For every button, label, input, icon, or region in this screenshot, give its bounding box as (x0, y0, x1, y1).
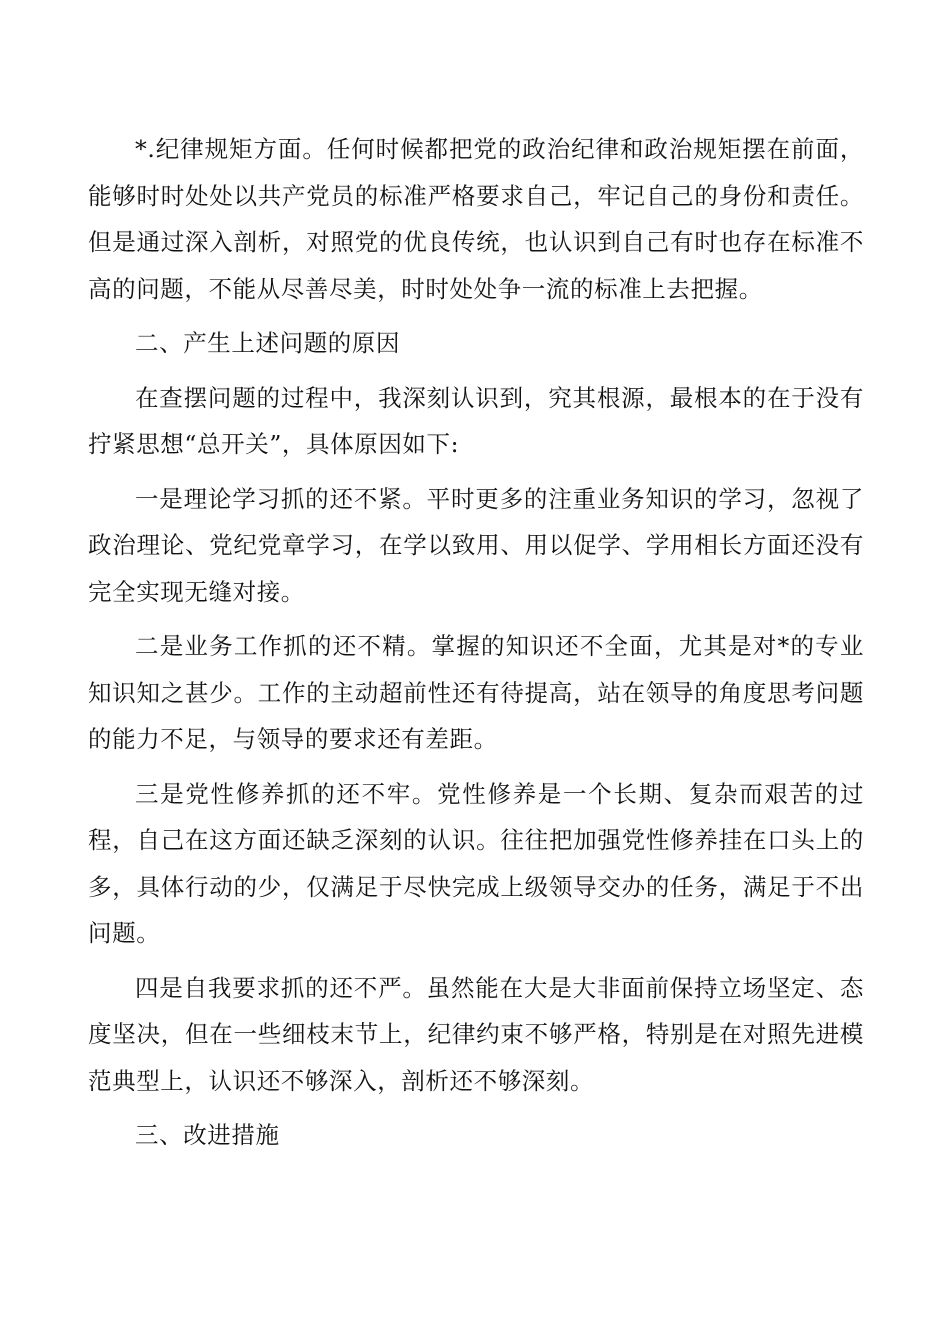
section-heading-improvements: 三、改进措施 (135, 1121, 280, 1149)
paragraph-cause-party-spirit: 三是党性修养抓的还不牢。党性修养是一个长期、复杂而艰苦的过程，自己在这方面还缺乏深刻的认识。往往把加强党性修养挂在口头上的多，具体行动的少，仅满足于尽快完成上级领导交办的任务，满足于不出问题。 (88, 779, 864, 947)
paragraph-cause-self-discipline: 四是自我要求抓的还不严。虽然能在大是大非面前保持立场坚定、态度坚决，但在一些细枝末节上，纪律约束不够严格，特别是在对照先进模范典型上，认识还不够深入，剖析还不够深刻。 (88, 973, 864, 1095)
paragraph-cause-business-work: 二是业务工作抓的还不精。掌握的知识还不全面，尤其是对*的专业知识知之甚少。工作的主动超前性还有待提高，站在领导的角度思考问题的能力不足，与领导的要求还有差距。 (88, 632, 864, 753)
paragraph-cause-theory-study: 一是理论学习抓的还不紧。平时更多的注重业务知识的学习，忽视了政治理论、党纪党章学习，在学以致用、用以促学、学用相长方面还没有完全实现无缝对接。 (88, 484, 864, 606)
paragraph-causes-intro: 在查摆问题的过程中，我深刻认识到，究其根源，最根本的在于没有拧紧思想“总开关”，具体原因如下: (88, 383, 864, 458)
document-body (88, 126, 864, 1167)
paragraph-discipline-rules: *.纪律规矩方面。任何时候都把党的政治纪律和政治规矩摆在前面，能够时时处处以共产党员的标准严格要求自己，牢记自己的身份和责任。但是通过深入剖析，对照党的优良传统，也认识到自己有时也存在标准不高的问题，不能从尽善尽美，时时处处争一流的标准上去把握。 (88, 135, 864, 303)
section-heading-causes: 二、产生上述问题的原因 (135, 329, 401, 357)
